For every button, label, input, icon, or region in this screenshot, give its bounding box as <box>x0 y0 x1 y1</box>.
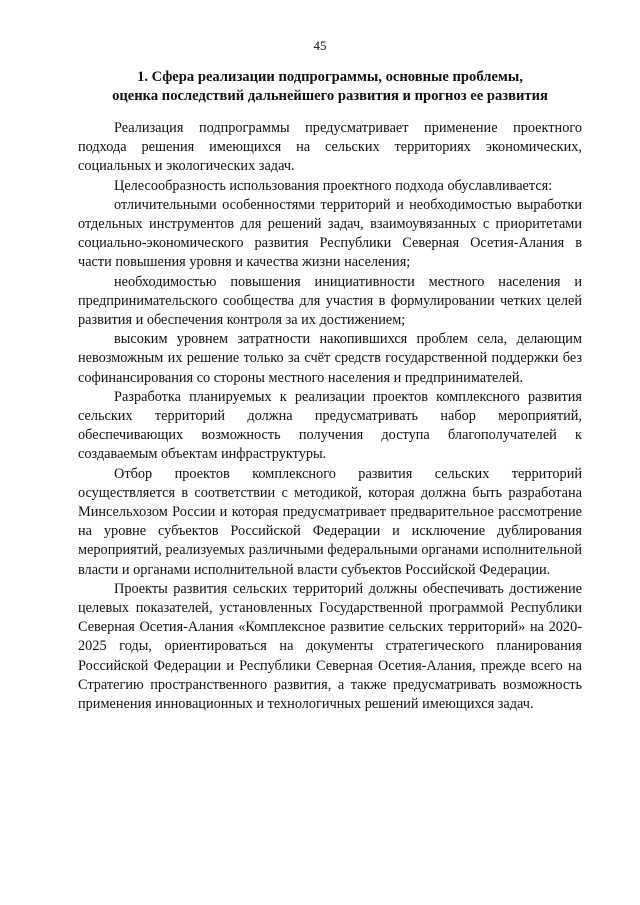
page-number: 45 <box>313 38 327 53</box>
paragraph: высоким уровнем затратности накопившихся проблем села, делающим невозможным их решение только за счёт средств государственной поддержки без софинансирования со стороны местного населения и предпринимателей. <box>78 331 582 386</box>
paragraph: Отбор проектов комплексного развития сельских территорий осуществляется в соответствии с методикой, которая должна быть разработана Минсельхозом России и которая предусматривает предварительное рассмотрение на уровне субъектов Российской Федерации и исключение дублирования мероприятий, реализуемых различными федеральными органами исполнительной власти и органами исполнительной власти субъектов Российской Федерации. <box>78 465 582 578</box>
paragraph: необходимостью повышения инициативности местного населения и предпринимательского сообщества для участия в формулировании четких целей развития и обеспечения контроля за их достижением; <box>78 273 582 329</box>
paragraph: Разработка планируемых к реализации проектов комплексного развития сельских территорий должна предусматривать набор мероприятий, обеспечивающих возможность получения доступа благополучателей к создаваемым объектам инфраструктуры. <box>78 388 582 463</box>
paragraph: Целесообразность использования проектного подхода обуславливается: <box>114 177 553 194</box>
paragraph: Реализация подпрограммы предусматривает применение проектного подхода решения имеющихся на сельских территориях экономических, социальных и экологических задач. <box>78 120 582 175</box>
section-heading-line-1: 1. Сфера реализации подпрограммы, основные проблемы, <box>137 69 523 85</box>
paragraph: отличительными особенностями территорий и необходимостью выработки отдельных инструментов для решений задач, взаимоувязанных с приоритетами социально-экономического развития Республики Северная Осетия-Алания в части повышения уровня и качества жизни населения; <box>78 196 582 271</box>
section-heading-line-2: оценка последствий дальнейшего развития и прогноз ее развития <box>112 88 548 104</box>
body-text <box>78 119 582 714</box>
section-heading <box>78 68 582 106</box>
paragraph: Проекты развития сельских территорий должны обеспечивать достижение целевых показателей, установленных Государственной программой Республики Северная Осетия-Алания «Комплексное развитие сельских территорий» на 2020-2025 годы, ориентироваться на документы стратегического планирования Российской Федерации и Республики Северная Осетия-Алания, прежде всего на Стратегию пространственного развития, а также предусматривать возможность применения инновационных и технологичных решений имеющихся задач. <box>78 580 582 713</box>
